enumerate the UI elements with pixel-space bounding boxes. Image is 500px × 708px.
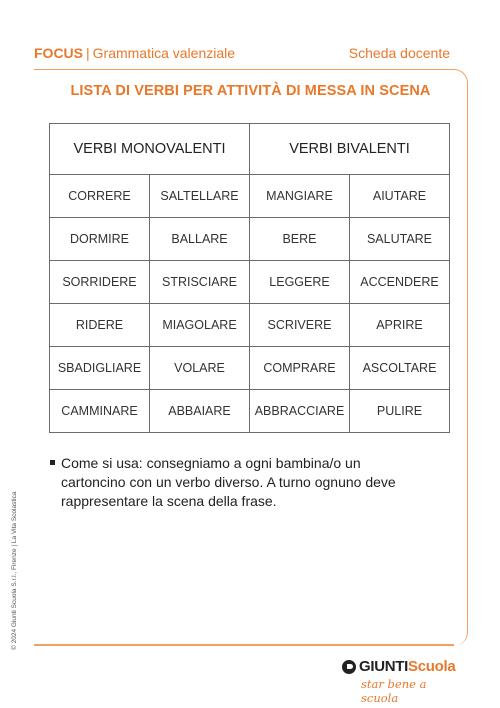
table-cell: MANGIARE <box>250 175 350 218</box>
table-cell: DORMIRE <box>50 218 150 261</box>
table-cell: SBADIGLIARE <box>50 347 150 390</box>
usage-note <box>49 454 429 511</box>
table-row <box>50 261 450 304</box>
table-row <box>50 390 450 433</box>
table-cell: ABBRACCIARE <box>250 390 350 433</box>
table-cell: AIUTARE <box>350 175 450 218</box>
table-cell: SALTELLARE <box>150 175 250 218</box>
table-cell: CAMMINARE <box>50 390 150 433</box>
table-cell: MIAGOLARE <box>150 304 250 347</box>
logo-brand: GIUNTI <box>359 658 409 675</box>
table-row <box>50 347 450 390</box>
table-row <box>50 218 450 261</box>
table-cell: ABBAIARE <box>150 390 250 433</box>
table-cell: STRISCIARE <box>150 261 250 304</box>
header-topic: Grammatica valenziale <box>92 45 236 61</box>
table-cell: VOLARE <box>150 347 250 390</box>
frame-bottom-line <box>34 644 454 646</box>
table-cell: RIDERE <box>50 304 150 347</box>
header-separator: | <box>86 45 90 61</box>
page-header <box>34 45 450 65</box>
logo-wordmark <box>359 658 455 675</box>
logo-mark-icon <box>342 660 356 674</box>
table-header-bivalent: VERBI BIVALENTI <box>250 124 450 175</box>
table-cell: ACCENDERE <box>350 261 450 304</box>
table-cell: ASCOLTARE <box>350 347 450 390</box>
table-row <box>50 304 450 347</box>
giunti-scuola-logo <box>342 658 462 705</box>
table-cell: SALUTARE <box>350 218 450 261</box>
logo-tagline: star bene a scuola <box>361 677 427 705</box>
header-focus: FOCUS <box>34 45 83 61</box>
table-cell: SCRIVERE <box>250 304 350 347</box>
table-cell: PULIRE <box>350 390 450 433</box>
usage-note-text: Come si usa: consegniamo a ogni bambina/o un cartoncino con un verbo diverso. A turno ognuno deve rappresentare la scena della frase. <box>61 455 396 509</box>
table-cell: BALLARE <box>150 218 250 261</box>
table-cell: SORRIDERE <box>50 261 150 304</box>
table-cell: CORRERE <box>50 175 150 218</box>
logo-sub: Scuola <box>408 658 456 675</box>
table-row <box>50 175 450 218</box>
copyright-notice: © 2024 Giunti Scuola S.r.l., Firenze | La Vita Scolastica <box>11 491 18 650</box>
table-header-monovalent: VERBI MONOVALENTI <box>50 124 250 175</box>
table-cell: LEGGERE <box>250 261 350 304</box>
verbs-table <box>49 123 450 433</box>
table-cell: BERE <box>250 218 350 261</box>
page-title: LISTA DI VERBI PER ATTIVITÀ DI MESSA IN SCENA <box>70 83 431 99</box>
table-cell: COMPRARE <box>250 347 350 390</box>
header-right-label: Scheda docente <box>348 45 450 61</box>
table-cell: APRIRE <box>350 304 450 347</box>
